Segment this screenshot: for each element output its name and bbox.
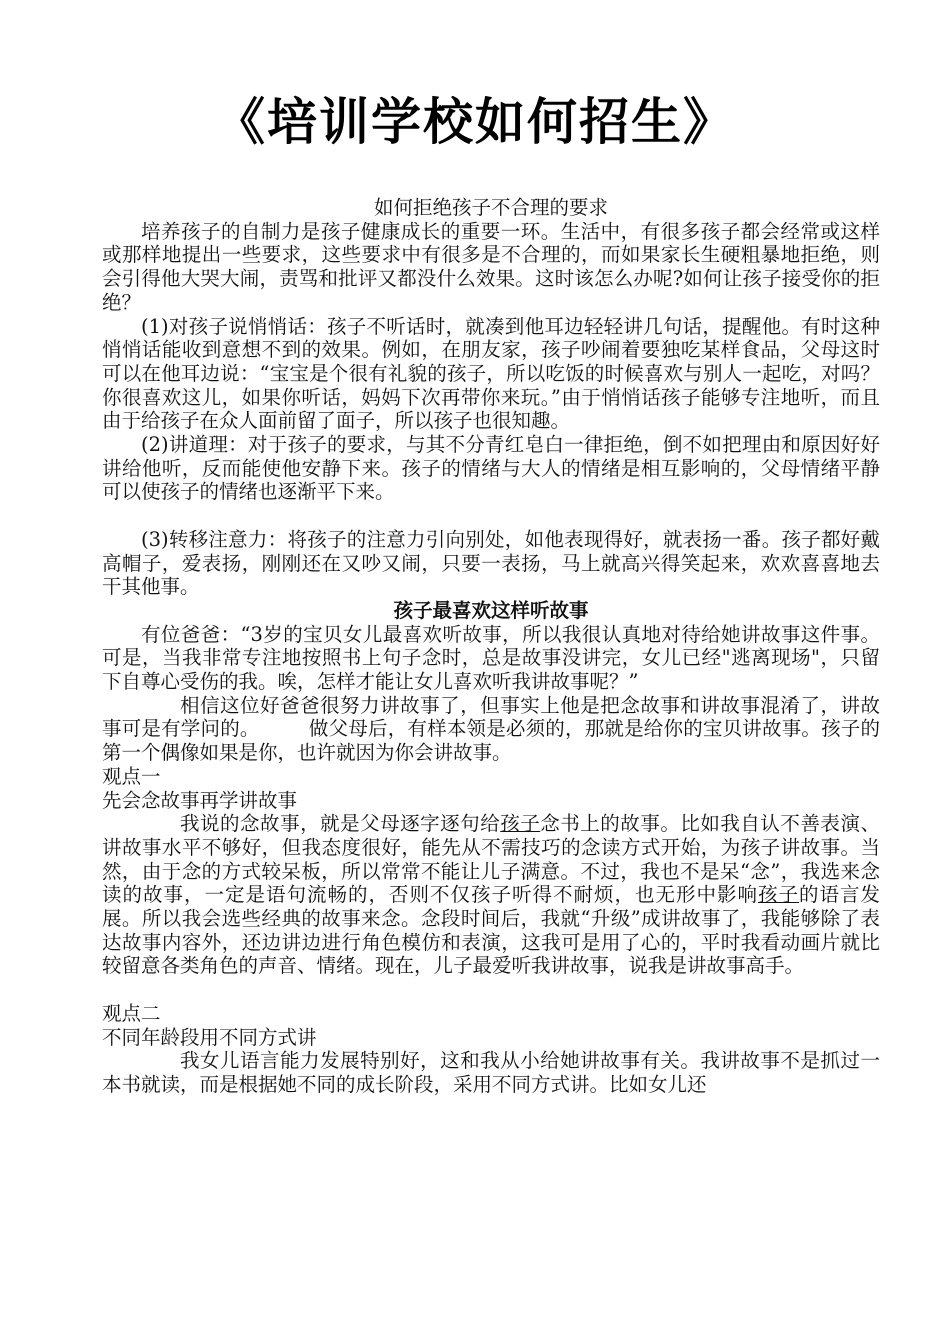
paragraph-father-quote: 有位爸爸：“3岁的宝贝女儿最喜欢听故事，所以我很认真地对待给她讲故事这件事。可是，当我非常专注地按照书上句子念时，总是故事没讲完，女儿已经"逃离现场"，只留下自尊心受伤的我。唉，怎样才能让女儿喜欢听我讲故事呢？” [102, 622, 880, 694]
paragraph-whisper: (1)对孩子说悄悄话：孩子不听话时，就凑到他耳边轻轻讲几句话，提醒他。有时这种悄悄话能收到意想不到的效果。例如，在朋友家，孩子吵闹着要独吃某样食品，父母这时可以在他耳边说：“宝宝是个很有礼貌的孩子，所以吃饭的时候喜欢与别人一起吃，对吗？你很喜欢这儿，如果你听话，妈妈下次再带你来玩。”由于悄悄话孩子能够专注地听，而且由于给孩子在众人面前留了面子，所以孩子也很知趣。 [102, 314, 880, 433]
blank-line [102, 978, 880, 1002]
paragraph-intro: 培养孩子的自制力是孩子健康成长的重要一环。生活中，有很多孩子都会经常或这样或那样地提出一些要求，这些要求中有很多是不合理的，而如果家长生硬粗暴地拒绝，则会引得他大哭大闹，责骂和批评又都没什么效果。这时该怎么办呢?如何让孩子接受你的拒绝？ [102, 219, 880, 314]
paragraph-viewpoint-one [102, 812, 880, 978]
paragraph-distraction: (3)转移注意力：将孩子的注意力引向别处，如他表现得好，就表扬一番。孩子都好戴高帽子，爱表扬，刚刚还在又吵又闹，只要一表扬，马上就高兴得笑起来，欢欢喜喜地去干其他事。 [102, 527, 880, 599]
paragraph-reasoning: (2)讲道理：对于孩子的要求，与其不分青红皂白一律拒绝，倒不如把理由和原因好好讲给他听，反而能使他安静下来。孩子的情绪与大人的情绪是相互影响的，父母情绪平静可以使孩子的情绪也逐渐平下来。 [102, 433, 880, 504]
subtitle: 如何拒绝孩子不合理的要求 [373, 196, 608, 219]
viewpoint-one-title: 先会念故事再学讲故事 [102, 788, 298, 812]
underlined-word: 孩子 [500, 812, 541, 836]
text-run: 的语言发展。所以我会选些经典的故事来念。念段时间后，我就“升级”成讲故事了，我能够除了表达故事内容外，还边讲边进行角色模仿和表演，这我可是用了心的，平时我看动画片就比较留意各类角色的声音、情绪。现在，儿子最爱听我讲故事，说我是讲故事高手。 [102, 883, 880, 978]
paragraph-believe: 相信这位好爸爸很努力讲故事了，但事实上他是把念故事和讲故事混淆了，讲故事可是有学问的。 做父母后，有样本领是必须的，那就是给你的宝贝讲故事。孩子的第一个偶像如果是你，也许就因为你会讲故事。 [102, 693, 880, 765]
document-body [102, 196, 880, 1097]
viewpoint-two-label: 观点二 [102, 1001, 161, 1025]
paragraph-viewpoint-two: 我女儿语言能力发展特别好，这和我从小给她讲故事有关。我讲故事不是抓过一本书就读，而是根据她不同的成长阶段，采用不同方式讲。比如女儿还 [102, 1049, 880, 1096]
text-run: 我说的念故事，就是父母逐字逐句给 [180, 812, 501, 836]
underlined-word: 孩子 [757, 883, 799, 907]
viewpoint-one-label: 观点一 [102, 764, 161, 788]
document-title: 《培训学校如何招生》 [215, 93, 735, 151]
section-title: 孩子最喜欢这样听故事 [393, 598, 589, 622]
text-run: 念书上的故事。比如我自认不善表演、讲故事水平不够好，但我态度很好，能先从不需技巧的念读方式开始，为孩子讲故事。当然，由于念的方式较呆板，所以常常不能让儿子满意。不过，我也不是呆“念”，我选来念读的故事，一定是语句流畅的，否则不仅孩子听得不耐烦，也无形中影响 [102, 812, 880, 907]
viewpoint-two-title: 不同年龄段用不同方式讲 [102, 1025, 317, 1049]
blank-line [102, 504, 880, 528]
